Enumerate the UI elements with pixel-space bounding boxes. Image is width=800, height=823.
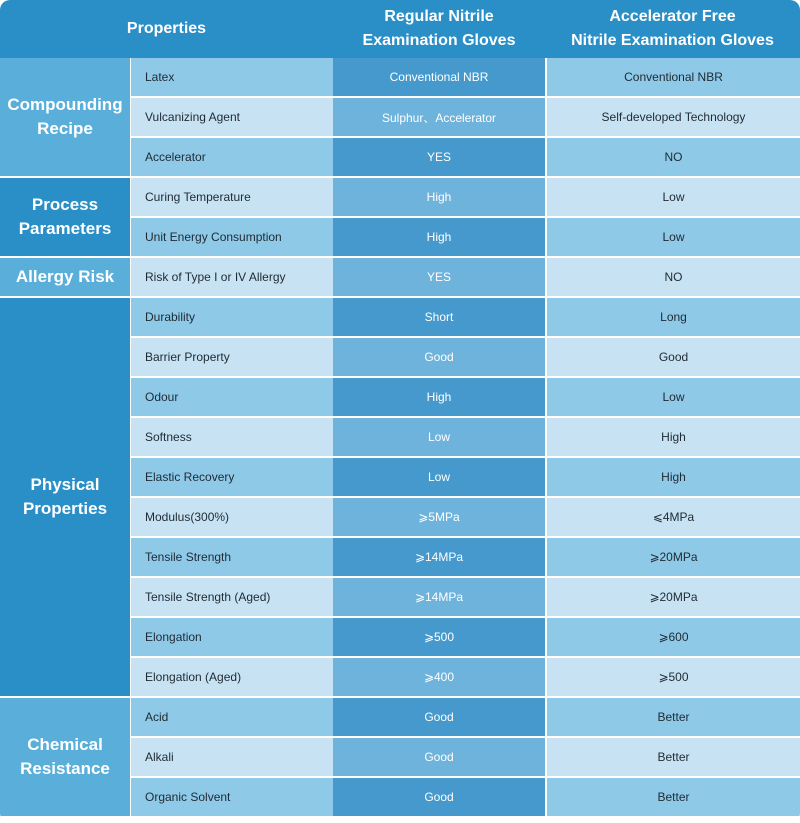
accelerator-free-value-cell: NO (545, 138, 800, 178)
property-cell: Durability (130, 298, 333, 338)
property-cell: Vulcanizing Agent (130, 98, 333, 138)
category-label: Process Parameters (18, 195, 112, 238)
regular-value-cell: High (333, 218, 545, 258)
regular-value-cell: YES (333, 258, 545, 298)
property-cell: Elongation (Aged) (130, 658, 333, 698)
regular-value-cell: ⩾14MPa (333, 538, 545, 578)
accelerator-free-value-cell: Long (545, 298, 800, 338)
property-cell: Curing Temperature (130, 178, 333, 218)
header-properties-label: Properties (126, 20, 207, 37)
regular-value-cell: Conventional NBR (333, 58, 545, 98)
property-cell: Unit Energy Consumption (130, 218, 333, 258)
regular-value-cell: ⩾500 (333, 618, 545, 658)
property-cell: Tensile Strength (Aged) (130, 578, 333, 618)
property-cell: Odour (130, 378, 333, 418)
category-label: Allergy Risk (15, 267, 115, 286)
accelerator-free-value-cell: High (545, 418, 800, 458)
regular-value-cell: Low (333, 418, 545, 458)
accelerator-free-value-cell: Better (545, 698, 800, 738)
regular-value-cell: Low (333, 458, 545, 498)
category-cell (0, 298, 130, 698)
category-label: Compounding Recipe (7, 95, 123, 138)
property-cell: Latex (130, 58, 333, 98)
property-cell: Acid (130, 698, 333, 738)
regular-value-cell: ⩾5MPa (333, 498, 545, 538)
accelerator-free-value-cell: Low (545, 218, 800, 258)
accelerator-free-value-cell: High (545, 458, 800, 498)
regular-value-cell: Good (333, 338, 545, 378)
regular-value-cell: High (333, 178, 545, 218)
accelerator-free-value-cell: ⩽4MPa (545, 498, 800, 538)
accelerator-free-value-cell: ⩾20MPa (545, 578, 800, 618)
property-cell: Elongation (130, 618, 333, 658)
regular-value-cell: Short (333, 298, 545, 338)
accelerator-free-value-cell: Better (545, 778, 800, 818)
category-label: Physical Properties (22, 475, 108, 518)
accelerator-free-value-cell: ⩾500 (545, 658, 800, 698)
property-cell: Barrier Property (130, 338, 333, 378)
accelerator-free-value-cell: NO (545, 258, 800, 298)
regular-value-cell: YES (333, 138, 545, 178)
regular-value-cell: Good (333, 778, 545, 818)
accelerator-free-value-cell: ⩾600 (545, 618, 800, 658)
category-cell (0, 258, 130, 298)
property-cell: Modulus(300%) (130, 498, 333, 538)
property-cell: Tensile Strength (130, 538, 333, 578)
property-cell: Risk of Type I or IV Allergy (130, 258, 333, 298)
accelerator-free-value-cell: Good (545, 338, 800, 378)
header-properties (0, 0, 333, 58)
category-label: Chemical Resistance (20, 735, 110, 778)
property-cell: Elastic Recovery (130, 458, 333, 498)
regular-value-cell: ⩾14MPa (333, 578, 545, 618)
property-cell: Softness (130, 418, 333, 458)
property-cell: Alkali (130, 738, 333, 778)
accelerator-free-value-cell: Low (545, 378, 800, 418)
accelerator-free-value-cell: Self-developed Technology (545, 98, 800, 138)
property-cell: Accelerator (130, 138, 333, 178)
accelerator-free-value-cell: Better (545, 738, 800, 778)
accelerator-free-value-cell: Conventional NBR (545, 58, 800, 98)
property-cell: Organic Solvent (130, 778, 333, 818)
category-cell (0, 698, 130, 818)
regular-value-cell: Good (333, 738, 545, 778)
regular-value-cell: Sulphur、Accelerator (333, 98, 545, 138)
regular-value-cell: Good (333, 698, 545, 738)
regular-value-cell: High (333, 378, 545, 418)
regular-value-cell: ⩾400 (333, 658, 545, 698)
header-regular-gloves (333, 0, 545, 58)
header-accelerator-free-gloves-label: Accelerator Free Nitrile Examination Gloves (571, 8, 774, 49)
accelerator-free-value-cell: Low (545, 178, 800, 218)
header-accelerator-free-gloves (545, 0, 800, 58)
category-cell (0, 58, 130, 178)
category-cell (0, 178, 130, 258)
accelerator-free-value-cell: ⩾20MPa (545, 538, 800, 578)
header-regular-gloves-label: Regular Nitrile Examination Gloves (362, 8, 516, 49)
